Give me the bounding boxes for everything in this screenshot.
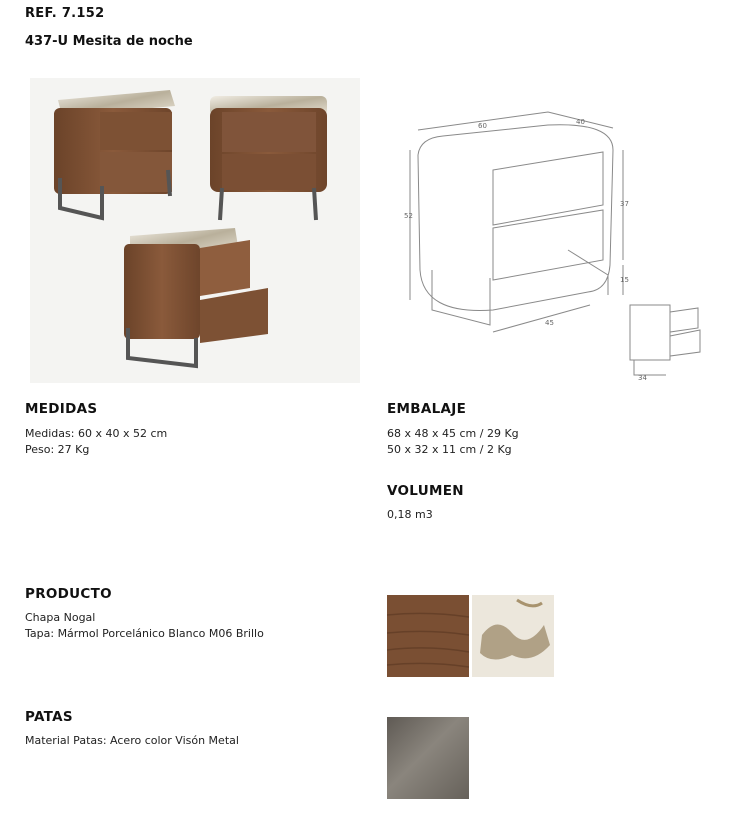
walnut-swatch	[387, 595, 469, 677]
dim-height: 52	[404, 212, 413, 220]
embalaje-line-2: 50 x 32 x 11 cm / 2 Kg	[387, 443, 512, 456]
product-title: 437-U Mesita de noche	[25, 34, 193, 49]
dim-base-width: 45	[545, 319, 554, 327]
dim-width: 60	[478, 122, 487, 130]
producto-line-1: Chapa Nogal	[25, 611, 96, 624]
medidas-line-2: Peso: 27 Kg	[25, 443, 90, 456]
steel-swatch	[387, 717, 469, 799]
medidas-heading: MEDIDAS	[25, 401, 98, 417]
reference-code: REF. 7.152	[25, 6, 105, 21]
dim-leg-height: 15	[620, 276, 629, 284]
marble-swatch	[472, 595, 554, 677]
technical-drawing	[398, 100, 728, 385]
patas-heading: PATAS	[25, 709, 73, 725]
dim-body-height: 37	[620, 200, 629, 208]
volumen-value: 0,18 m3	[387, 508, 433, 521]
volumen-heading: VOLUMEN	[387, 483, 464, 499]
medidas-line-1: Medidas: 60 x 40 x 52 cm	[25, 427, 168, 440]
product-photo	[30, 78, 360, 383]
producto-heading: PRODUCTO	[25, 586, 112, 602]
embalaje-line-1: 68 x 48 x 45 cm / 29 Kg	[387, 427, 519, 440]
dim-depth: 40	[576, 118, 585, 126]
patas-line-1: Material Patas: Acero color Visón Metal	[25, 734, 239, 747]
producto-line-2: Tapa: Mármol Porcelánico Blanco M06 Brillo	[25, 627, 264, 640]
embalaje-heading: EMBALAJE	[387, 401, 467, 417]
dim-small: 34	[638, 374, 647, 382]
